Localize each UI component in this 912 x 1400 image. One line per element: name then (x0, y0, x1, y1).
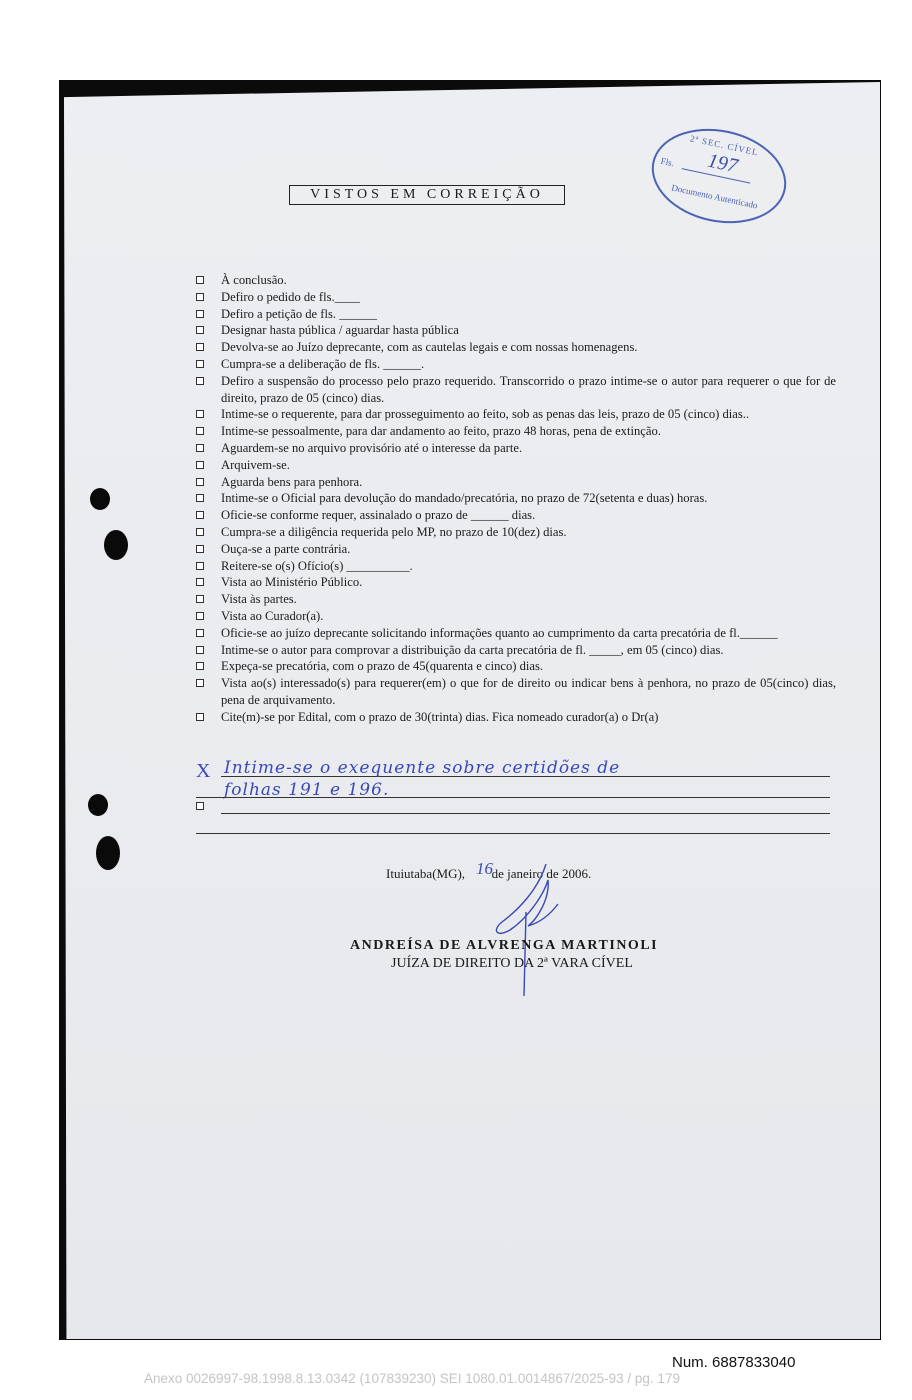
checkbox-icon (196, 444, 204, 452)
checkbox-icon (196, 713, 204, 721)
checklist-item (196, 658, 836, 675)
checkbox-icon (196, 377, 204, 385)
checklist-item (196, 642, 836, 659)
checklist-item-text: Oficie-se ao juízo deprecante solicitando informações quanto ao cumprimento da carta precatória de fl.______ (221, 625, 778, 640)
checklist-item (196, 272, 836, 289)
checklist-item (196, 356, 836, 373)
checklist-item-text: Aguardem-se no arquivo provisório até o interesse da parte. (221, 440, 523, 455)
checklist-item-text: Defiro o pedido de fls.____ (221, 289, 360, 304)
checklist-item-text: Cumpra-se a deliberação de fls. ______. (221, 356, 425, 371)
checklist-item-text: Cite(m)-se por Edital, com o prazo de 30(trinta) dias. Fica nomeado curador(a) o Dr(a) (221, 709, 659, 724)
checkbox-icon (196, 595, 204, 603)
handwritten-signature (488, 860, 578, 1000)
checkbox-icon (196, 326, 204, 334)
checkbox-icon (196, 679, 204, 687)
blank-rule (221, 813, 830, 814)
checklist-item (196, 322, 836, 339)
handwritten-day: 16 (476, 859, 493, 878)
checklist-item (196, 339, 836, 356)
checklist-item (196, 306, 836, 323)
document-title: VISTOS EM CORREIÇÃO (289, 185, 565, 205)
checkbox-icon (196, 410, 204, 418)
handwritten-line-1: Intime-se o exequente sobre certidões de (224, 758, 621, 778)
checkbox-icon (196, 293, 204, 301)
checklist-item (196, 457, 836, 474)
checklist-item-text: Intime-se pessoalmente, para dar andamento ao feito, prazo 48 horas, pena de extinção. (221, 424, 661, 439)
checklist-item-text: Designar hasta pública / aguardar hasta pública (221, 323, 459, 338)
checklist-item-text: Cumpra-se a diligência requerida pelo MP, no prazo de 10(dez) dias. (221, 524, 567, 539)
handwritten-check-mark: X (196, 760, 211, 782)
document-number: Num. 6887833040 (672, 1354, 796, 1371)
place-date-suffix: de janeiro de 2006. (491, 866, 592, 881)
checkbox-icon (196, 461, 204, 469)
checklist-item-text: Vista ao Ministério Público. (221, 575, 363, 590)
punch-hole (90, 488, 110, 510)
checklist-item (196, 440, 836, 457)
signer-role: JUÍZA DE DIREITO DA 2ª VARA CÍVEL (391, 956, 633, 971)
checklist-item (196, 541, 836, 558)
checklist (196, 272, 836, 726)
checklist-item (196, 591, 836, 608)
signer-name: ANDREÍSA DE ALVRENGA MARTINOLI (350, 938, 659, 953)
punch-hole (88, 794, 108, 816)
checklist-item (196, 289, 836, 306)
checkbox-icon (196, 360, 204, 368)
checkbox-icon (196, 478, 204, 486)
annex-reference: Anexo 0026997-98.1998.8.13.0342 (107839230) SEI 1080.01.0014867/2025-93 / pg. 179 (144, 1371, 680, 1386)
checklist-item-text: Expeça-se precatória, com o prazo de 45(quarenta e cinco) dias. (221, 659, 544, 674)
checklist-item (196, 625, 836, 642)
checkbox-icon (196, 802, 204, 810)
checkbox-icon (196, 545, 204, 553)
checklist-item (196, 423, 836, 440)
checkbox-icon (196, 276, 204, 284)
checklist-item-text: Aguarda bens para penhora. (221, 474, 363, 489)
checklist-item (196, 373, 836, 407)
blank-rule (196, 797, 830, 798)
checklist-item (196, 507, 836, 524)
checkbox-icon (196, 343, 204, 351)
checkbox-icon (196, 494, 204, 502)
checklist-item-text: Ouça-se a parte contrária. (221, 541, 351, 556)
checklist-item-text: Intime-se o autor para comprovar a distribuição da carta precatória de fl. _____, em 05 (cinco) dias. (221, 642, 724, 657)
stamp-folio-number: 197 (705, 149, 740, 178)
checklist-item (196, 709, 836, 726)
checkbox-icon (196, 310, 204, 318)
punch-hole (96, 836, 120, 870)
checklist-item-text: Intime-se o requerente, para dar prosseguimento ao feito, sob as penas das leis, prazo de 05 (cinco) dias.. (221, 407, 750, 422)
punch-hole (104, 530, 128, 560)
checklist-item-text: Defiro a petição de fls. ______ (221, 306, 377, 321)
checklist-item-text: Devolva-se ao Juízo deprecante, com as cautelas legais e com nossas homenagens. (221, 340, 638, 355)
checklist-item (196, 406, 836, 423)
checkbox-icon (196, 578, 204, 586)
checkbox-icon (196, 562, 204, 570)
checkbox-icon (196, 629, 204, 637)
checklist-item-text: Vista ao(s) interessado(s) para requerer(em) o que for de direito ou indicar bens à penhora, no prazo de 05(cinco) dias, pena de arquivamento. (221, 676, 836, 707)
checklist-item-text: Arquivem-se. (221, 457, 290, 472)
stamp-top-text: 2ª SEC. CÍVEL (689, 133, 760, 158)
checklist-item (196, 574, 836, 591)
checklist-item (196, 524, 836, 541)
checkbox-icon (196, 427, 204, 435)
checklist-item-text: Intime-se o Oficial para devolução do mandado/precatória, no prazo de 72(setenta e duas) horas. (221, 491, 708, 506)
blank-rule (196, 833, 830, 834)
checklist-item-text: À conclusão. (221, 273, 287, 287)
checklist-item (196, 490, 836, 507)
checklist-item (196, 474, 836, 491)
checkbox-icon (196, 662, 204, 670)
place-date-prefix: Ituiutaba(MG), (386, 866, 466, 881)
checklist-item-text: Vista às partes. (221, 592, 297, 607)
stamp-label: Fls. (659, 155, 675, 169)
checklist-item-text: Reitere-se o(s) Ofício(s) __________. (221, 558, 413, 573)
checkbox-icon (196, 528, 204, 536)
checkbox-icon (196, 612, 204, 620)
stamp-bottom-text: Documento Autenticado (670, 182, 759, 211)
checklist-item (196, 558, 836, 575)
checkbox-icon (196, 511, 204, 519)
checklist-item-text: Oficie-se conforme requer, assinalado o prazo de ______ dias. (221, 508, 536, 523)
checklist-item-text: Vista ao Curador(a). (221, 608, 324, 623)
checklist-item (196, 608, 836, 625)
checkbox-icon (196, 646, 204, 654)
checklist-item (196, 675, 836, 709)
handwritten-line-2: folhas 191 e 196. (224, 780, 390, 800)
checklist-item-text: Defiro a suspensão do processo pelo prazo requerido. Transcorrido o prazo intime-se o autor para requerer o que for de direito, prazo de 05 (cinco) dias. (221, 373, 836, 405)
